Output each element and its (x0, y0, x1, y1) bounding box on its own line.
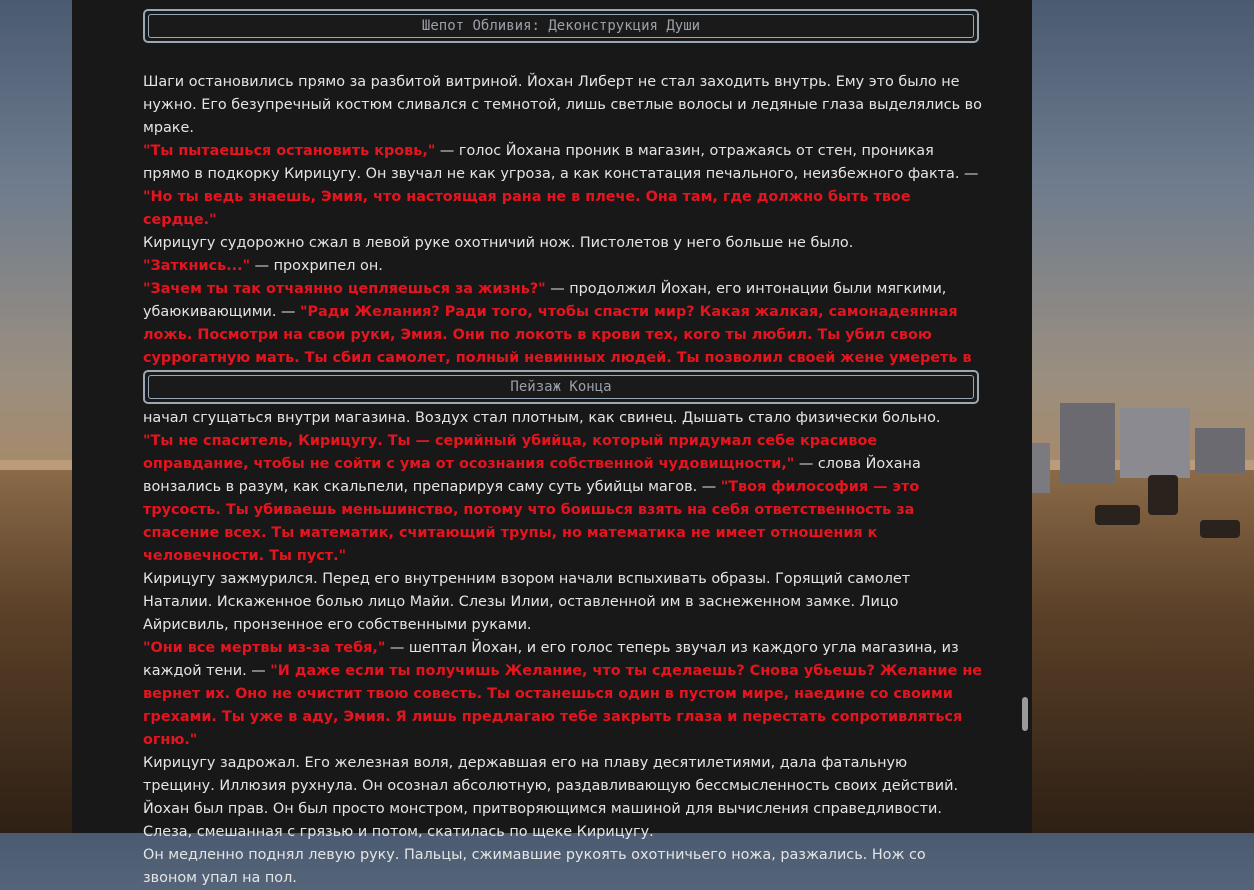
dialogue-quote: "Зачем ты так отчаянно цепляешься за жизнь?" (143, 281, 546, 297)
scrollbar-thumb[interactable] (1022, 697, 1028, 731)
dialogue-quote: "Твоя философия — это трусость. Ты убиваешь меньшинство, потому что боишься взять на себя ответственность за спасение всех. Ты математик, считающий трупы, но математика не имеет отношения к человечности. Ты пуст." (143, 479, 920, 564)
dialogue-quote: "Заткнись..." (143, 258, 251, 274)
background-ruin (1120, 408, 1190, 478)
story-text-block (143, 71, 983, 393)
background-rock (1095, 505, 1140, 525)
narration-text: Он медленно поднял левую руку. Пальцы, сжимавшие рукоять охотничьего ножа, разжались. Нож со звоном упал на пол. (143, 847, 926, 886)
dialogue-quote: "Они все мертвы из-за тебя," (143, 640, 386, 656)
background-rock (1200, 520, 1240, 538)
background-rock (1148, 475, 1178, 515)
narration-text: Шаги остановились прямо за разбитой витриной. Йохан Либерт не стал заходить внутрь. Ему это было не нужно. Его безупречный костюм сливался с темнотой, лишь светлые волосы и ледяные глаза выделялись во мраке. (143, 74, 982, 136)
narration-text: Кирицугу задрожал. Его железная воля, державшая его на плаву десятилетиями, дала фатальную трещину. Иллюзия рухнула. Он осознал абсолютную, раздавливающую бессмысленность своих действий. Йохан был прав. Он был просто монстром, притворяющимся машиной для вычисления справедливости. (143, 755, 959, 817)
section-header-box (143, 9, 979, 43)
dialogue-quote: "Ради Желания? Ради того, чтобы спасти мир? Какая жалкая, самонадеянная ложь. Посмотри на свои руки, Эмия. Они по локоть в крови тех, кого ты любил. Ты убил свою суррогатную мать. Ты сбил самолет, полный невинных людей. Ты позволил своей жене умереть в (143, 304, 972, 366)
narration-text: Слеза, смешанная с грязью и потом, скатилась по щеке Кирицугу. (143, 824, 654, 840)
narration-text: Кирицугу зажмурился. Перед его внутренним взором начали вспыхивать образы. Горящий самолет Наталии. Искаженное болью лицо Майи. Слезы Илии, оставленной им в заснеженном замке. Лицо Айрисвиль, пронзенное его собственными руками. (143, 571, 911, 633)
narration-text: Кирицугу судорожно сжал в левой руке охотничий нож. Пистолетов у него больше не было. (143, 235, 854, 251)
dialogue-quote: "И даже если ты получишь Желание, что ты сделаешь? Снова убьешь? Желание не вернет их. Оно не очистит твою совесть. Ты останешься один в пустом мире, наедине со своими грехами. Ты уже в аду, Эмия. Я лишь предлагаю тебе закрыть глаза и перестать сопротивляться огню." (143, 663, 983, 748)
narration-text: начал сгущаться внутри магазина. Воздух стал плотным, как свинец. Дышать стало физически больно. (143, 410, 941, 426)
narration-text: — голос Йохана проник в магазин, отражаясь от стен, проникая прямо в подкорку Кирицугу. Он звучал не как угроза, а как констатация печального, неизбежного факта. — (143, 143, 979, 182)
background-ruin (1195, 428, 1245, 473)
story-text-block (143, 407, 983, 890)
section-header-box (143, 370, 979, 404)
dialogue-quote: "Ты не спаситель, Кирицугу. Ты — серийный убийца, который придумал себе красивое оправдание, чтобы не сойти с ума от осознания собственной чудовищности," (143, 433, 878, 472)
dialogue-quote: "Но ты ведь знаешь, Эмия, что настоящая рана не в плече. Она там, где должно быть твое сердце." (143, 189, 911, 228)
narration-text: — прохрипел он. (250, 258, 383, 274)
narration-text: — шептал Йохан, и его голос теперь звучал из каждого угла магазина, из каждой тени. — (143, 640, 959, 679)
background-ruin (1060, 403, 1115, 483)
dialogue-quote: "Ты пытаешься остановить кровь," (143, 143, 436, 159)
narration-text: — слова Йохана вонзались в разум, как скальпели, препарируя саму суть убийцы магов. — (143, 456, 921, 495)
narration-text: — продолжил Йохан, его интонации были мягкими, убаюкивающими. — (143, 281, 947, 320)
section-header-title: Пейзаж Конца (148, 375, 974, 399)
section-header-title: Шепот Обливия: Деконструкция Души (148, 14, 974, 38)
